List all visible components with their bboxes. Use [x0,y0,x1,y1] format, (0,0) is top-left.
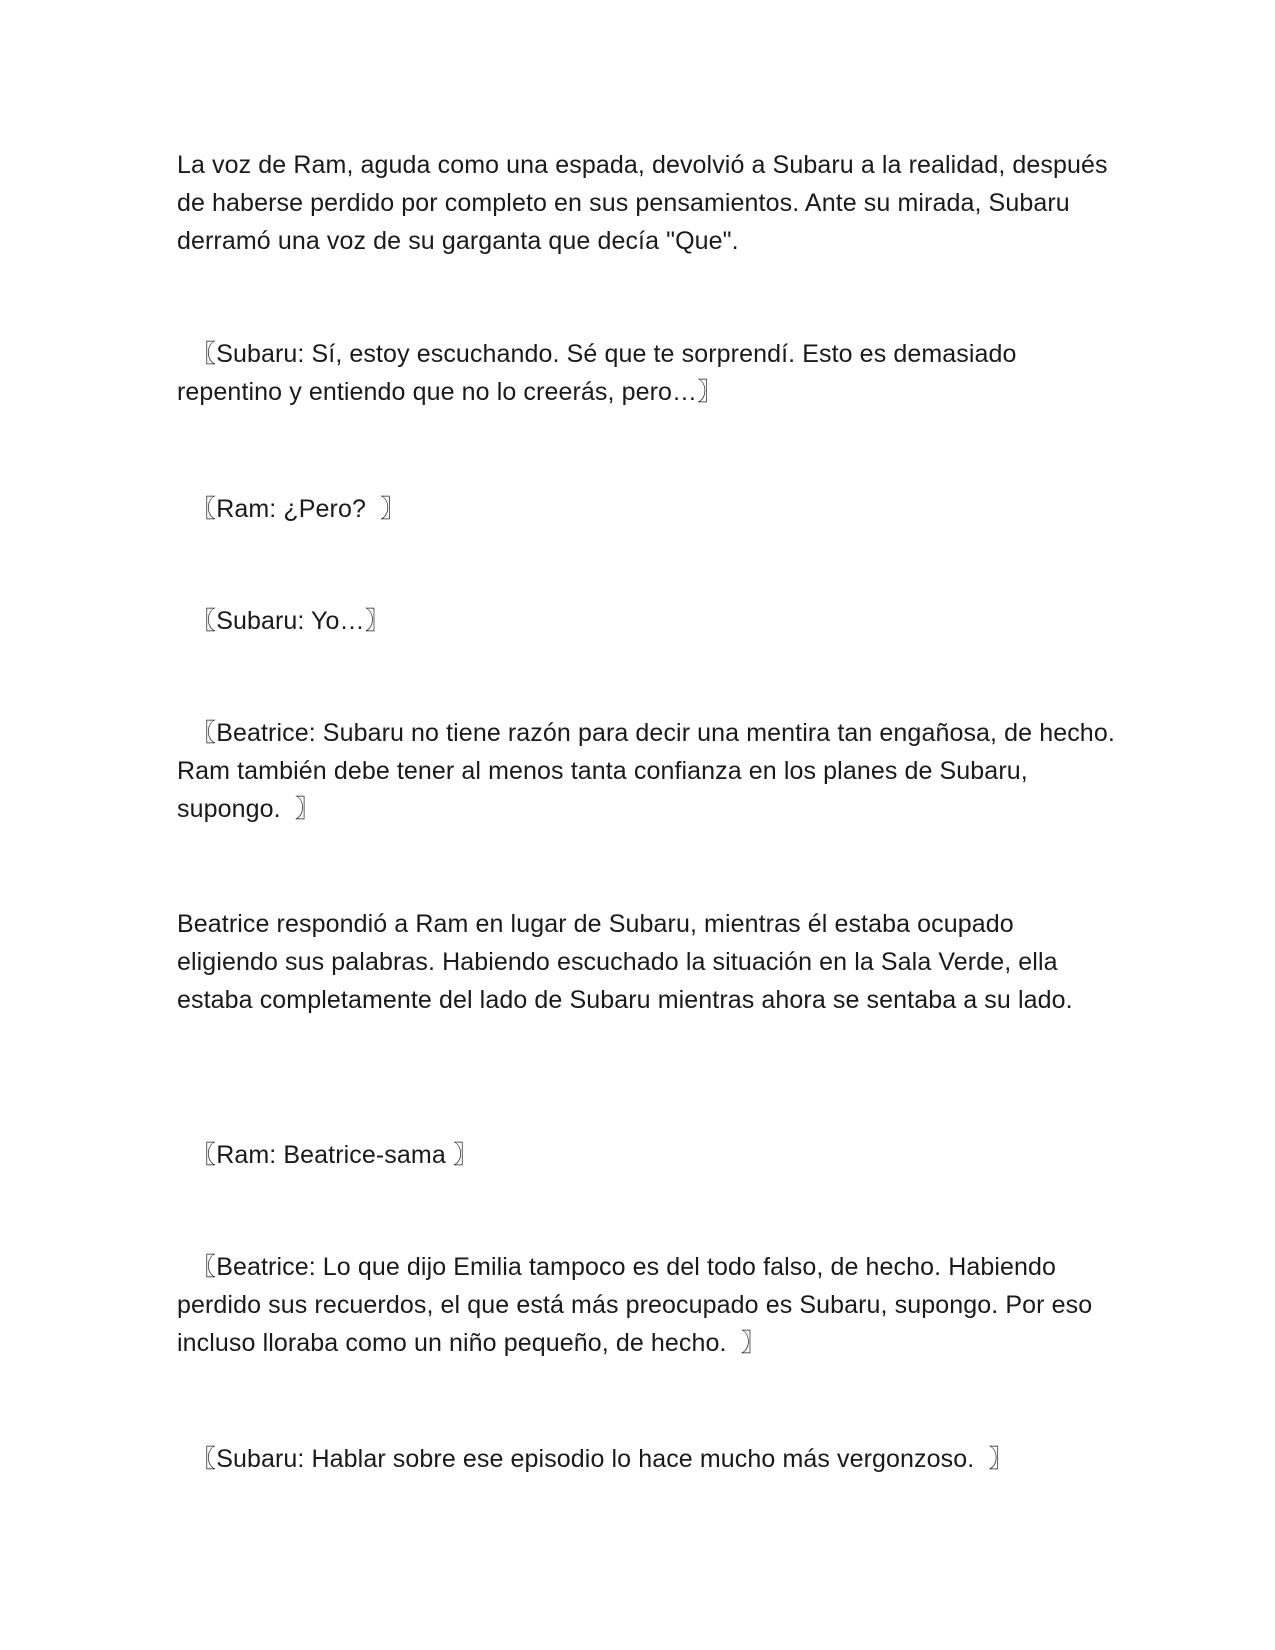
dialogue-subaru-2: 〖Subaru: Yo…〗 [177,607,390,635]
narration-paragraph-1: La voz de Ram, aguda como una espada, devolvió a Subaru a la realidad, después de haberse perdido por completo en sus pensamientos. Ante su mirada, Subaru derramó una voz de su garganta que decía "Que". [177,151,1115,255]
dialogue-ram-2: 〖Ram: Beatrice-sama 〗 [177,1141,478,1169]
dialogue-ram-1: 〖Ram: ¿Pero? 〗 [177,495,406,523]
dialogue-subaru-1: 〖Subaru: Sí, estoy escuchando. Sé que te sorprendí. Esto es demasiado repentino y entiendo que no lo creerás, pero…〗 [177,340,1024,406]
dialogue-beatrice-2: 〖Beatrice: Lo que dijo Emilia tampoco es del todo falso, de hecho. Habiendo perdido sus recuerdos, el que está más preocupado es Subaru, supongo. Por eso incluso lloraba como un niño pequeño, de hecho. 〗 [177,1253,1100,1357]
dialogue-subaru-3: 〖Subaru: Hablar sobre ese episodio lo hace mucho más vergonzoso. 〗 [177,1445,1014,1473]
dialogue-beatrice-1: 〖Beatrice: Subaru no tiene razón para decir una mentira tan engañosa, de hecho. Ram también debe tener al menos tanta confianza en los planes de Subaru, supongo. 〗 [177,719,1122,823]
narration-paragraph-2: Beatrice respondió a Ram en lugar de Subaru, mientras él estaba ocupado eligiendo sus palabras. Habiendo escuchado la situación en la Sala Verde, ella estaba completamente del lado de Subaru mientras ahora se sentaba a su lado. [177,910,1073,1014]
